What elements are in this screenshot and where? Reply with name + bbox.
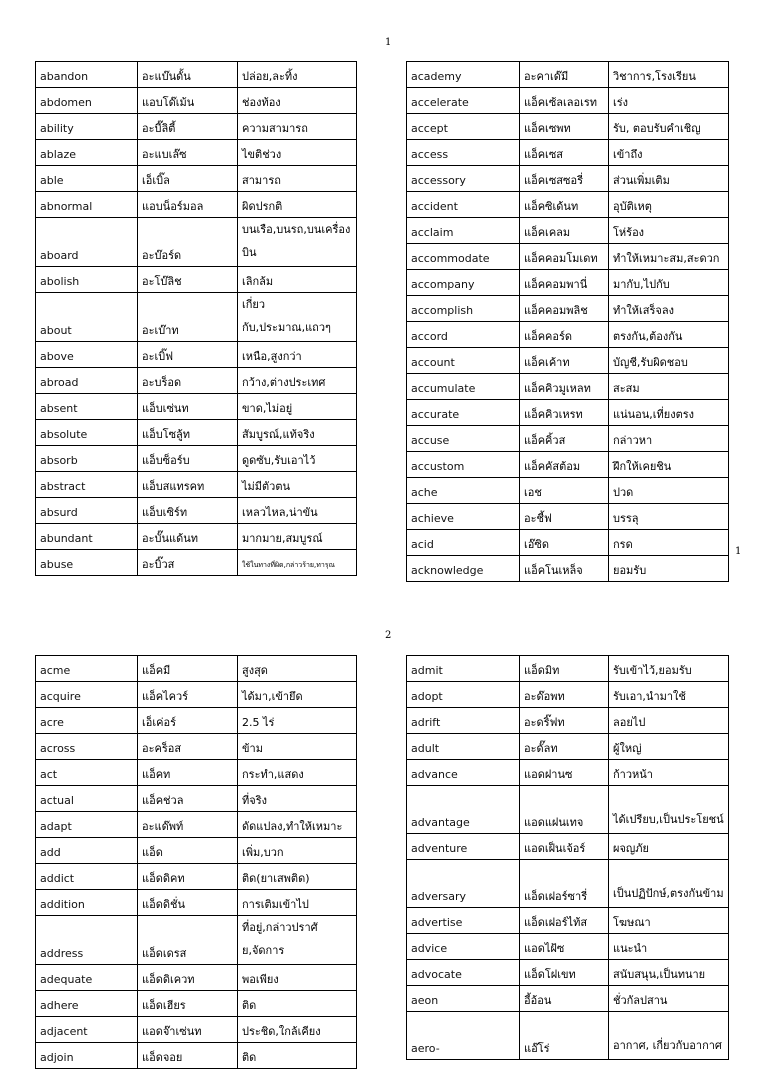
meaning-cell: ผิดปรกติ bbox=[238, 192, 357, 218]
pronunciation-cell: เอ็เค่อร์ bbox=[138, 708, 238, 734]
page-number-2: 2 bbox=[385, 630, 392, 641]
table-row bbox=[36, 140, 357, 166]
table-row bbox=[407, 960, 729, 986]
pronunciation-cell: แอดฝานซ bbox=[520, 760, 609, 786]
word-cell: abundant bbox=[36, 524, 138, 550]
meaning-cell: กว้าง,ต่างประเทศ bbox=[238, 368, 357, 394]
meaning-cell: อากาศ, เกี่ยวกับอากาศ bbox=[609, 1012, 729, 1060]
pronunciation-cell: อะคร็อส bbox=[138, 734, 238, 760]
meaning-cell: รับเข้าไว้,ยอมรับ bbox=[609, 656, 729, 682]
pronunciation-cell: แอ็ดโฝเขท bbox=[520, 960, 609, 986]
meaning-cell: ดูดซับ,รับเอาไว้ bbox=[238, 446, 357, 472]
vocab-table-page1-right bbox=[406, 61, 729, 582]
word-cell: account bbox=[407, 348, 520, 374]
meaning-cell: เป็นปฏิปักษ์,ตรงกันข้าม bbox=[609, 860, 729, 908]
word-cell: acknowledge bbox=[407, 556, 520, 582]
pronunciation-cell: เอ็เบิ๊ล bbox=[138, 166, 238, 192]
word-cell: adequate bbox=[36, 965, 138, 991]
table-row bbox=[36, 786, 357, 812]
meaning-cell: กล่าวหา bbox=[609, 426, 729, 452]
meaning-cell: โห่ร้อง bbox=[609, 218, 729, 244]
word-cell: adapt bbox=[36, 812, 138, 838]
word-cell: accomplish bbox=[407, 296, 520, 322]
word-cell: abolish bbox=[36, 267, 138, 293]
meaning-cell: ช่องท้อง bbox=[238, 88, 357, 114]
meaning-cell: บัญชี,รับผิดชอบ bbox=[609, 348, 729, 374]
pronunciation-cell: อะด๊อพท bbox=[520, 682, 609, 708]
table-row bbox=[36, 498, 357, 524]
meaning-cell: กรด bbox=[609, 530, 729, 556]
word-cell: aero- bbox=[407, 1012, 520, 1060]
table-row bbox=[36, 991, 357, 1017]
pronunciation-cell: แอดแฝนเทจ bbox=[520, 786, 609, 834]
pronunciation-cell: แอ็คคอมพลิช bbox=[520, 296, 609, 322]
table-row bbox=[36, 965, 357, 991]
meaning-cell: ฝึกให้เคยชิน bbox=[609, 452, 729, 478]
pronunciation-cell: แอดจ๊าเซ่นท bbox=[138, 1017, 238, 1043]
word-cell: advance bbox=[407, 760, 520, 786]
table-row bbox=[36, 192, 357, 218]
word-cell: advocate bbox=[407, 960, 520, 986]
table-row bbox=[407, 400, 729, 426]
pronunciation-cell: อะแบเล๊ซ bbox=[138, 140, 238, 166]
meaning-cell: การเติมเข้าไป bbox=[238, 890, 357, 916]
word-cell: address bbox=[36, 916, 138, 965]
table-row bbox=[407, 296, 729, 322]
word-cell: acquire bbox=[36, 682, 138, 708]
table-row bbox=[407, 934, 729, 960]
meaning-cell: ยอมรับ bbox=[609, 556, 729, 582]
table-row bbox=[36, 1043, 357, 1069]
word-cell: able bbox=[36, 166, 138, 192]
meaning-cell: แน่นอน,เที่ยงตรง bbox=[609, 400, 729, 426]
pronunciation-cell: แอ็ดเฝอร์ซารี่ bbox=[520, 860, 609, 908]
meaning-cell: วิชาการ,โรงเรียน bbox=[609, 62, 729, 88]
pronunciation-cell: อะโบ๊ลิช bbox=[138, 267, 238, 293]
word-cell: add bbox=[36, 838, 138, 864]
table-row bbox=[36, 708, 357, 734]
pronunciation-cell: แอ็คคอร์ด bbox=[520, 322, 609, 348]
word-cell: acme bbox=[36, 656, 138, 682]
pronunciation-cell: แอ็ดดิเควท bbox=[138, 965, 238, 991]
word-cell: about bbox=[36, 293, 138, 342]
table-row bbox=[407, 322, 729, 348]
word-cell: absolute bbox=[36, 420, 138, 446]
meaning-cell: ใช้ในทางที่ผิด,กล่าวร้าย,ทารุณ bbox=[238, 550, 357, 576]
meaning-cell: ทำให้เสร็จลง bbox=[609, 296, 729, 322]
meaning-cell: ได้มา,เข้ายึด bbox=[238, 682, 357, 708]
pronunciation-cell: แอ็ดจอย bbox=[138, 1043, 238, 1069]
meaning-cell: ก้าวหน้า bbox=[609, 760, 729, 786]
meaning-cell: แนะนำ bbox=[609, 934, 729, 960]
table-row bbox=[36, 1017, 357, 1043]
pronunciation-cell: แอ็บเซิร์ท bbox=[138, 498, 238, 524]
table-row bbox=[407, 218, 729, 244]
table-row bbox=[407, 62, 729, 88]
word-cell: achieve bbox=[407, 504, 520, 530]
meaning-cell: สัมบูรณ์,แท้จริง bbox=[238, 420, 357, 446]
pronunciation-cell: แอบโด๊เม้น bbox=[138, 88, 238, 114]
meaning-cell: ชั่วกัลปสาน bbox=[609, 986, 729, 1012]
word-cell: advice bbox=[407, 934, 520, 960]
pronunciation-cell: แอ็คเซสซอรี่ bbox=[520, 166, 609, 192]
meaning-cell: ดัดแปลง,ทำให้เหมาะ bbox=[238, 812, 357, 838]
word-cell: adversary bbox=[407, 860, 520, 908]
table-row bbox=[407, 908, 729, 934]
table-row bbox=[407, 88, 729, 114]
word-cell: accuse bbox=[407, 426, 520, 452]
pronunciation-cell: แอ็คเซส bbox=[520, 140, 609, 166]
pronunciation-cell: อะบร็อด bbox=[138, 368, 238, 394]
word-cell: accept bbox=[407, 114, 520, 140]
meaning-cell: เหนือ,สูงกว่า bbox=[238, 342, 357, 368]
meaning-cell: ทำให้เหมาะสม,สะดวก bbox=[609, 244, 729, 270]
meaning-cell: ความสามารถ bbox=[238, 114, 357, 140]
table-row bbox=[36, 682, 357, 708]
meaning-cell: รับเอา,นำมาใช้ bbox=[609, 682, 729, 708]
pronunciation-cell: อะดั๊ลท bbox=[520, 734, 609, 760]
table-row bbox=[36, 342, 357, 368]
meaning-cell: เหลวไหล,น่าขัน bbox=[238, 498, 357, 524]
table-row bbox=[36, 550, 357, 576]
word-cell: adjacent bbox=[36, 1017, 138, 1043]
word-cell: above bbox=[36, 342, 138, 368]
meaning-cell: ปวด bbox=[609, 478, 729, 504]
table-row bbox=[36, 760, 357, 786]
pronunciation-cell: แอ็ดดิชั่น bbox=[138, 890, 238, 916]
word-cell: acre bbox=[36, 708, 138, 734]
table-row bbox=[36, 656, 357, 682]
table-row bbox=[407, 682, 729, 708]
table-row bbox=[36, 62, 357, 88]
meaning-cell: โฆษณา bbox=[609, 908, 729, 934]
meaning-cell: มากับ,ไปกับ bbox=[609, 270, 729, 296]
meaning-cell: ได้เปรียบ,เป็นประโยชน์ bbox=[609, 786, 729, 834]
word-cell: act bbox=[36, 760, 138, 786]
word-cell: acid bbox=[407, 530, 520, 556]
word-cell: abstract bbox=[36, 472, 138, 498]
table-row bbox=[36, 166, 357, 192]
vocab-table-page1-left bbox=[35, 61, 357, 576]
meaning-cell: ไม่มีตัวตน bbox=[238, 472, 357, 498]
vocab-table-page2-left bbox=[35, 655, 357, 1069]
word-cell: absorb bbox=[36, 446, 138, 472]
word-cell: abdomen bbox=[36, 88, 138, 114]
pronunciation-cell: เอ๊ซิด bbox=[520, 530, 609, 556]
word-cell: adhere bbox=[36, 991, 138, 1017]
pronunciation-cell: แอ็บสแทรคท bbox=[138, 472, 238, 498]
meaning-cell: อุบัติเหตุ bbox=[609, 192, 729, 218]
table-row bbox=[36, 812, 357, 838]
meaning-cell: เลิกล้ม bbox=[238, 267, 357, 293]
table-row bbox=[407, 760, 729, 786]
pronunciation-cell: แอ็ดเดรส bbox=[138, 916, 238, 965]
table-row bbox=[36, 446, 357, 472]
pronunciation-cell: แอ็ดเฮียร bbox=[138, 991, 238, 1017]
word-cell: abnormal bbox=[36, 192, 138, 218]
meaning-cell: ลอยไป bbox=[609, 708, 729, 734]
table-row bbox=[407, 504, 729, 530]
pronunciation-cell: อะบั๊นแด้นท bbox=[138, 524, 238, 550]
table-row bbox=[407, 834, 729, 860]
pronunciation-cell: แอ็คเซ้ลเลอเรท bbox=[520, 88, 609, 114]
table-row bbox=[407, 556, 729, 582]
pronunciation-cell: แอ็บเซ่นท bbox=[138, 394, 238, 420]
meaning-cell: พอเพียง bbox=[238, 965, 357, 991]
word-cell: adjoin bbox=[36, 1043, 138, 1069]
table-row bbox=[407, 1012, 729, 1060]
meaning-cell: ติด(ยาเสพติด) bbox=[238, 864, 357, 890]
pronunciation-cell: อี้อ้อน bbox=[520, 986, 609, 1012]
pronunciation-cell: แอ็คเซพท bbox=[520, 114, 609, 140]
table-row bbox=[36, 114, 357, 140]
word-cell: addict bbox=[36, 864, 138, 890]
meaning-cell: ส่วนเพิ่มเติม bbox=[609, 166, 729, 192]
pronunciation-cell: แอ็ดเฝอร์ไท้ส bbox=[520, 908, 609, 934]
meaning-cell: สนับสนุน,เป็นทนาย bbox=[609, 960, 729, 986]
meaning-cell: ติด bbox=[238, 1043, 357, 1069]
word-cell: accurate bbox=[407, 400, 520, 426]
word-cell: adrift bbox=[407, 708, 520, 734]
pronunciation-cell: แอ็คไควร์ bbox=[138, 682, 238, 708]
word-cell: advantage bbox=[407, 786, 520, 834]
pronunciation-cell: แอ็บโซลู้ท bbox=[138, 420, 238, 446]
meaning-cell: ติด bbox=[238, 991, 357, 1017]
meaning-cell: บนเรือ,บนรถ,บนเครื่องบิน bbox=[238, 218, 357, 267]
meaning-cell: ผจญภัย bbox=[609, 834, 729, 860]
word-cell: ability bbox=[36, 114, 138, 140]
meaning-cell: ปล่อย,ละทิ้ง bbox=[238, 62, 357, 88]
table-row bbox=[36, 916, 357, 965]
word-cell: actual bbox=[36, 786, 138, 812]
table-row bbox=[407, 374, 729, 400]
meaning-cell: 2.5 ไร่ bbox=[238, 708, 357, 734]
table-row bbox=[36, 293, 357, 342]
table-row bbox=[407, 270, 729, 296]
meaning-cell: เพิ่ม,บวก bbox=[238, 838, 357, 864]
meaning-cell: ผู้ใหญ่ bbox=[609, 734, 729, 760]
table-row bbox=[407, 348, 729, 374]
table-row bbox=[36, 864, 357, 890]
word-cell: aeon bbox=[407, 986, 520, 1012]
table-row bbox=[407, 530, 729, 556]
word-cell: admit bbox=[407, 656, 520, 682]
pronunciation-cell: อะแด๊พท์ bbox=[138, 812, 238, 838]
meaning-cell: ประชิด,ใกล้เคียง bbox=[238, 1017, 357, 1043]
pronunciation-cell: แอ็คช่วล bbox=[138, 786, 238, 812]
table-row bbox=[36, 420, 357, 446]
pronunciation-cell: แอ็คคิวมูเหลท bbox=[520, 374, 609, 400]
word-cell: across bbox=[36, 734, 138, 760]
pronunciation-cell: เอช bbox=[520, 478, 609, 504]
pronunciation-cell: แอ็ด bbox=[138, 838, 238, 864]
word-cell: abroad bbox=[36, 368, 138, 394]
table-row bbox=[36, 890, 357, 916]
pronunciation-cell: อะแบ๊นดั้น bbox=[138, 62, 238, 88]
pronunciation-cell: แอ็คคัสต้อม bbox=[520, 452, 609, 478]
word-cell: accord bbox=[407, 322, 520, 348]
meaning-cell: สะสม bbox=[609, 374, 729, 400]
word-cell: accident bbox=[407, 192, 520, 218]
pronunciation-cell: อะชี้ฟ bbox=[520, 504, 609, 530]
table-row bbox=[36, 267, 357, 293]
table-row bbox=[407, 478, 729, 504]
pronunciation-cell: แอ็คคิวเหรท bbox=[520, 400, 609, 426]
pronunciation-cell: อะบี๊ลิตี้ bbox=[138, 114, 238, 140]
pronunciation-cell: แอ็ดดิคท bbox=[138, 864, 238, 890]
table-row bbox=[36, 218, 357, 267]
pronunciation-cell: แอดเฝ็นเจ้อร์ bbox=[520, 834, 609, 860]
meaning-cell: สามารถ bbox=[238, 166, 357, 192]
pronunciation-cell: แอ็คเคลม bbox=[520, 218, 609, 244]
word-cell: adult bbox=[407, 734, 520, 760]
word-cell: adopt bbox=[407, 682, 520, 708]
table-row bbox=[407, 114, 729, 140]
pronunciation-cell: แอ็ดมิท bbox=[520, 656, 609, 682]
table-row bbox=[407, 244, 729, 270]
pronunciation-cell: แอ็บซ็อร์บ bbox=[138, 446, 238, 472]
table-row bbox=[36, 394, 357, 420]
pronunciation-cell: แอ็คมี bbox=[138, 656, 238, 682]
meaning-cell: สูงสุด bbox=[238, 656, 357, 682]
pronunciation-cell: อะบิ๊วส bbox=[138, 550, 238, 576]
word-cell: access bbox=[407, 140, 520, 166]
table-row bbox=[407, 166, 729, 192]
table-row bbox=[36, 88, 357, 114]
table-row bbox=[407, 140, 729, 166]
table-row bbox=[407, 426, 729, 452]
table-row bbox=[36, 472, 357, 498]
page-footer-number: 1 bbox=[735, 546, 742, 557]
word-cell: adventure bbox=[407, 834, 520, 860]
word-cell: academy bbox=[407, 62, 520, 88]
pronunciation-cell: แอ๊โร่ bbox=[520, 1012, 609, 1060]
table-row bbox=[407, 786, 729, 834]
table-row bbox=[36, 368, 357, 394]
word-cell: acclaim bbox=[407, 218, 520, 244]
meaning-cell: เกี่ยวกับ,ประมาณ,แถวๆ bbox=[238, 293, 357, 342]
word-cell: accessory bbox=[407, 166, 520, 192]
pronunciation-cell: แอ็คคอมพานี่ bbox=[520, 270, 609, 296]
meaning-cell: ตรงกัน,ต้องกัน bbox=[609, 322, 729, 348]
table-row bbox=[407, 986, 729, 1012]
word-cell: abuse bbox=[36, 550, 138, 576]
table-row bbox=[36, 524, 357, 550]
pronunciation-cell: แอ็คเค้าท bbox=[520, 348, 609, 374]
word-cell: addition bbox=[36, 890, 138, 916]
meaning-cell: รับ, ตอบรับคำเชิญ bbox=[609, 114, 729, 140]
word-cell: ablaze bbox=[36, 140, 138, 166]
meaning-cell: บรรลุ bbox=[609, 504, 729, 530]
table-row bbox=[407, 860, 729, 908]
pronunciation-cell: อะบ๊อร์ด bbox=[138, 218, 238, 267]
pronunciation-cell: อะเบ๊าท bbox=[138, 293, 238, 342]
word-cell: accelerate bbox=[407, 88, 520, 114]
meaning-cell: เข้าถึง bbox=[609, 140, 729, 166]
table-row bbox=[407, 656, 729, 682]
vocab-table-page2-right bbox=[406, 655, 729, 1060]
table-row bbox=[36, 838, 357, 864]
meaning-cell: ข้าม bbox=[238, 734, 357, 760]
word-cell: absent bbox=[36, 394, 138, 420]
meaning-cell: ไขติช่วง bbox=[238, 140, 357, 166]
word-cell: aboard bbox=[36, 218, 138, 267]
word-cell: accompany bbox=[407, 270, 520, 296]
word-cell: absurd bbox=[36, 498, 138, 524]
pronunciation-cell: แอดไฝ้ซ bbox=[520, 934, 609, 960]
meaning-cell: กระทำ,แสดง bbox=[238, 760, 357, 786]
meaning-cell: ที่จริง bbox=[238, 786, 357, 812]
pronunciation-cell: อะคาเด๊มี bbox=[520, 62, 609, 88]
page-number-1: 1 bbox=[385, 37, 392, 48]
word-cell: abandon bbox=[36, 62, 138, 88]
pronunciation-cell: แอ็คซิเด้นท bbox=[520, 192, 609, 218]
word-cell: accustom bbox=[407, 452, 520, 478]
word-cell: ache bbox=[407, 478, 520, 504]
pronunciation-cell: แอ็คคอมโมเดท bbox=[520, 244, 609, 270]
pronunciation-cell: แอ็คคิ้วส bbox=[520, 426, 609, 452]
table-row bbox=[407, 452, 729, 478]
meaning-cell: ที่อยู่,กล่าวปราศัย,จัดการ bbox=[238, 916, 357, 965]
word-cell: accommodate bbox=[407, 244, 520, 270]
meaning-cell: ขาด,ไม่อยู่ bbox=[238, 394, 357, 420]
table-row bbox=[407, 734, 729, 760]
pronunciation-cell: อะดริ๊ฟท bbox=[520, 708, 609, 734]
meaning-cell: เร่ง bbox=[609, 88, 729, 114]
word-cell: advertise bbox=[407, 908, 520, 934]
pronunciation-cell: อะเบิ๊ฟ bbox=[138, 342, 238, 368]
pronunciation-cell: แอบน็อร์มอล bbox=[138, 192, 238, 218]
pronunciation-cell: แอ็คท bbox=[138, 760, 238, 786]
table-row bbox=[36, 734, 357, 760]
meaning-cell: มากมาย,สมบูรณ์ bbox=[238, 524, 357, 550]
table-row bbox=[407, 192, 729, 218]
pronunciation-cell: แอ็คโนเหล็จ bbox=[520, 556, 609, 582]
table-row bbox=[407, 708, 729, 734]
word-cell: accumulate bbox=[407, 374, 520, 400]
